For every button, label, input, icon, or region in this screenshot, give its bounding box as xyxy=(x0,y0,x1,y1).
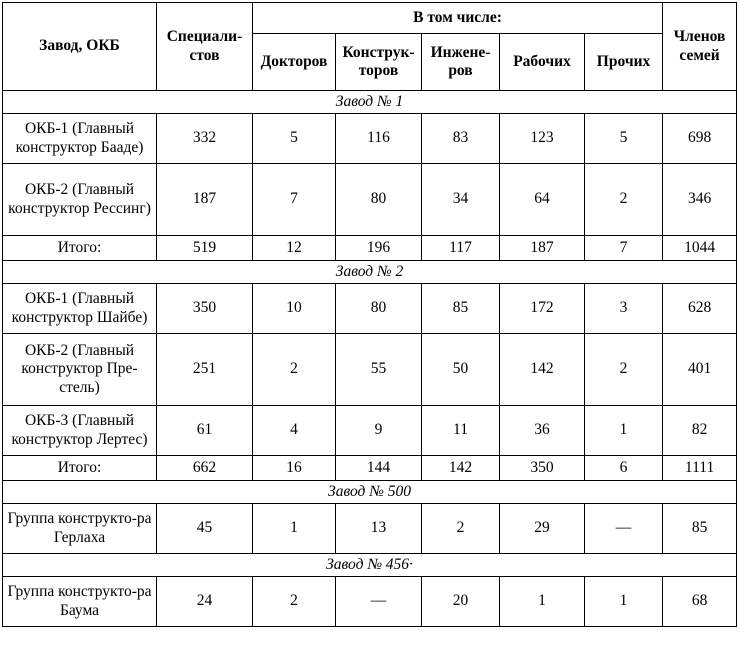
table-row xyxy=(3,114,737,164)
row-name: Итого: xyxy=(3,456,157,481)
cell-designers: 80 xyxy=(336,164,422,236)
row-name: ОКБ-3 (Главный конструктор Лертес) xyxy=(3,406,157,456)
cell-others: 2 xyxy=(585,334,663,406)
cell-workers: 64 xyxy=(500,164,585,236)
table-row xyxy=(3,577,737,627)
cell-family: 82 xyxy=(663,406,737,456)
staff-table xyxy=(2,2,737,627)
cell-designers: 80 xyxy=(336,284,422,334)
cell-others: — xyxy=(585,504,663,554)
cell-others: 1 xyxy=(585,406,663,456)
section-row xyxy=(3,261,737,284)
cell-doctors: 2 xyxy=(253,334,336,406)
table-body xyxy=(3,91,737,627)
cell-doctors: 10 xyxy=(253,284,336,334)
col-header-workers: Рабочих xyxy=(500,34,585,91)
cell-doctors: 12 xyxy=(253,236,336,261)
header-row-top xyxy=(3,3,737,34)
cell-engineers: 83 xyxy=(422,114,500,164)
cell-workers: 29 xyxy=(500,504,585,554)
col-header-engineers: Инжене-ров xyxy=(422,34,500,91)
table-row xyxy=(3,164,737,236)
total-row xyxy=(3,456,737,481)
cell-specialists: 519 xyxy=(157,236,253,261)
cell-family: 346 xyxy=(663,164,737,236)
cell-engineers: 142 xyxy=(422,456,500,481)
cell-engineers: 11 xyxy=(422,406,500,456)
cell-others: 1 xyxy=(585,577,663,627)
cell-doctors: 16 xyxy=(253,456,336,481)
cell-engineers: 20 xyxy=(422,577,500,627)
cell-engineers: 117 xyxy=(422,236,500,261)
cell-designers: 55 xyxy=(336,334,422,406)
table-row xyxy=(3,284,737,334)
section-title: Завод № 2 xyxy=(3,261,737,284)
cell-family: 68 xyxy=(663,577,737,627)
cell-family: 1111 xyxy=(663,456,737,481)
cell-designers: 13 xyxy=(336,504,422,554)
row-name: Итого: xyxy=(3,236,157,261)
col-header-others: Прочих xyxy=(585,34,663,91)
cell-workers: 187 xyxy=(500,236,585,261)
table-row xyxy=(3,406,737,456)
row-name: Группа конструкто-ра Баума xyxy=(3,577,157,627)
cell-others: 5 xyxy=(585,114,663,164)
staff-table-container xyxy=(2,2,737,627)
section-title: Завод № 1 xyxy=(3,91,737,114)
cell-designers: 144 xyxy=(336,456,422,481)
table-row xyxy=(3,504,737,554)
cell-workers: 172 xyxy=(500,284,585,334)
cell-engineers: 2 xyxy=(422,504,500,554)
cell-engineers: 85 xyxy=(422,284,500,334)
cell-family: 1044 xyxy=(663,236,737,261)
cell-doctors: 1 xyxy=(253,504,336,554)
cell-designers: — xyxy=(336,577,422,627)
total-row xyxy=(3,236,737,261)
cell-doctors: 4 xyxy=(253,406,336,456)
col-header-including: В том числе: xyxy=(253,3,663,34)
cell-others: 7 xyxy=(585,236,663,261)
table-row xyxy=(3,334,737,406)
cell-engineers: 34 xyxy=(422,164,500,236)
col-header-plant: Завод, ОКБ xyxy=(3,3,157,91)
cell-specialists: 45 xyxy=(157,504,253,554)
section-row xyxy=(3,554,737,577)
cell-workers: 142 xyxy=(500,334,585,406)
cell-workers: 36 xyxy=(500,406,585,456)
col-header-designers: Конструк-торов xyxy=(336,34,422,91)
col-header-specialists: Специали-стов xyxy=(157,3,253,91)
cell-doctors: 7 xyxy=(253,164,336,236)
cell-others: 2 xyxy=(585,164,663,236)
col-header-family: Членов семей xyxy=(663,3,737,91)
cell-workers: 123 xyxy=(500,114,585,164)
section-row xyxy=(3,91,737,114)
cell-specialists: 662 xyxy=(157,456,253,481)
row-name: ОКБ-1 (Главный конструктор Шайбе) xyxy=(3,284,157,334)
cell-doctors: 2 xyxy=(253,577,336,627)
cell-designers: 196 xyxy=(336,236,422,261)
col-header-doctors: Докторов xyxy=(253,34,336,91)
cell-specialists: 251 xyxy=(157,334,253,406)
cell-specialists: 24 xyxy=(157,577,253,627)
cell-family: 85 xyxy=(663,504,737,554)
cell-family: 401 xyxy=(663,334,737,406)
row-name: ОКБ-1 (Главный конструктор Бааде) xyxy=(3,114,157,164)
cell-designers: 116 xyxy=(336,114,422,164)
cell-others: 6 xyxy=(585,456,663,481)
row-name: Группа конструкто-ра Герлаха xyxy=(3,504,157,554)
section-title: Завод № 456· xyxy=(3,554,737,577)
cell-specialists: 332 xyxy=(157,114,253,164)
cell-specialists: 350 xyxy=(157,284,253,334)
section-title: Завод № 500 xyxy=(3,481,737,504)
cell-designers: 9 xyxy=(336,406,422,456)
cell-workers: 350 xyxy=(500,456,585,481)
cell-engineers: 50 xyxy=(422,334,500,406)
cell-family: 628 xyxy=(663,284,737,334)
cell-workers: 1 xyxy=(500,577,585,627)
row-name: ОКБ-2 (Главный конструктор Рессинг) xyxy=(3,164,157,236)
cell-family: 698 xyxy=(663,114,737,164)
cell-specialists: 61 xyxy=(157,406,253,456)
cell-doctors: 5 xyxy=(253,114,336,164)
cell-others: 3 xyxy=(585,284,663,334)
cell-specialists: 187 xyxy=(157,164,253,236)
row-name: ОКБ-2 (Главный конструктор Пре-стель) xyxy=(3,334,157,406)
section-row xyxy=(3,481,737,504)
